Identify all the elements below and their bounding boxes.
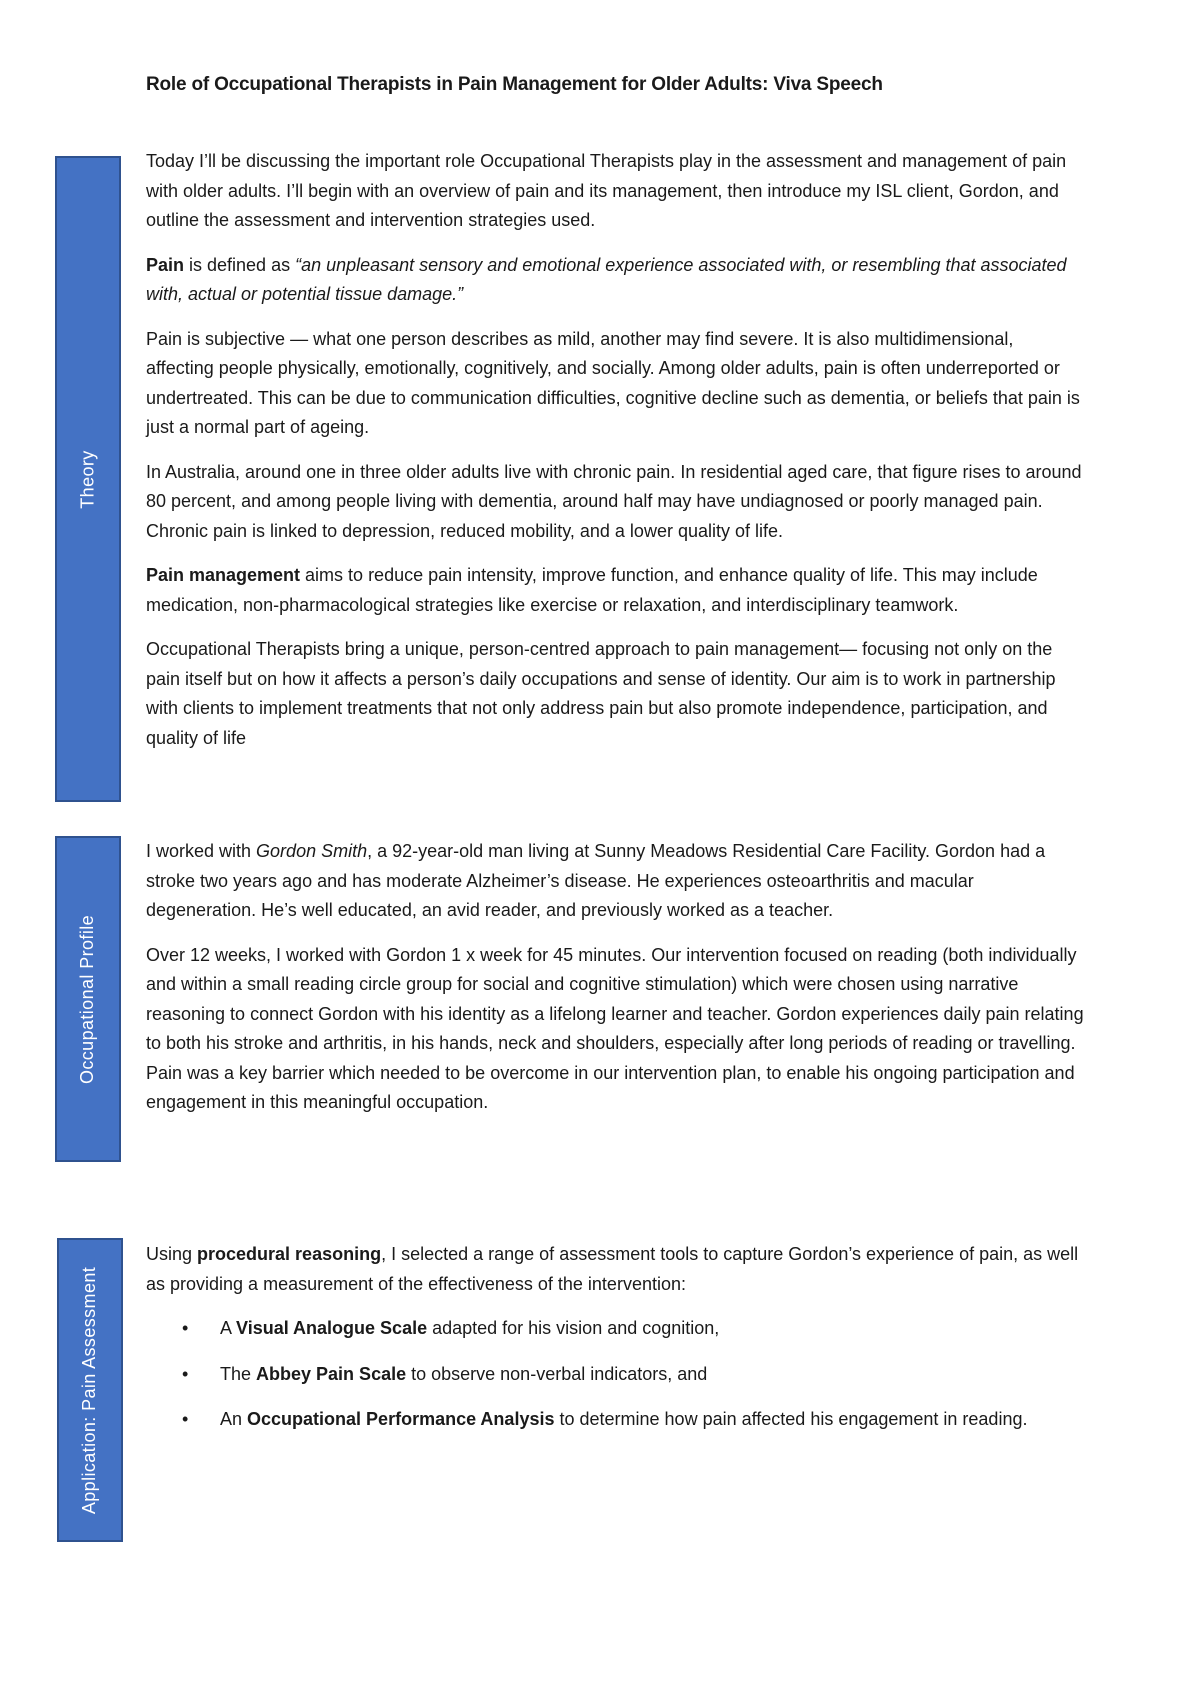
occupational-profile-section <box>146 837 1086 1133</box>
tool-name: Visual Analogue Scale <box>236 1318 428 1338</box>
section-tab-label: Occupational Profile <box>77 914 98 1084</box>
text: to determine how pain affected his engagement in reading. <box>554 1409 1028 1429</box>
text: Using <box>146 1244 198 1264</box>
tool-name: Abbey Pain Scale <box>256 1363 407 1384</box>
section-tab-theory <box>55 156 121 802</box>
paragraph: In Australia, around one in three older adults live with chronic pain. In residential aged care, that figure rises to around 80 percent, and among people living with dementia, around half may have undiagnosed or poorly managed pain. Chronic pain is linked to depression, reduced mobility, and a lower quality of life. <box>146 461 1082 541</box>
tool-name: Occupational Performance Analysis <box>247 1409 555 1429</box>
paragraph: Today I’ll be discussing the important role Occupational Therapists play in the assessment and management of pain with older adults. I’ll begin with an overview of pain and its management, then introduce my ISL client, Gordon, and outline the assessment and intervention strategies used. <box>146 151 1067 230</box>
text: , I selected a range of assessment tools to capture Gordon’s experience of pain, as well as providing a measurement of the effectiveness of the intervention: <box>146 1244 1079 1294</box>
paragraph-client-intro <box>146 837 1086 926</box>
paragraph: Pain is subjective — what one person describes as mild, another may find severe. It is also multidimensional, affecting people physically, emotionally, cognitively, and socially. Among older adults, pain is often underreported or undertreated. This can be due to communication difficulties, cognitive decline such as dementia, or beliefs that pain is just a normal part of ageing. <box>146 328 1080 437</box>
text: I worked with <box>146 841 257 861</box>
text: to observe non-verbal indicators, and <box>406 1363 708 1384</box>
client-name: Gordon Smith <box>256 841 368 861</box>
section-tab-application <box>57 1238 123 1542</box>
term: procedural reasoning <box>197 1244 382 1264</box>
section-tab-occupational-profile <box>55 836 121 1162</box>
text: A <box>220 1318 237 1338</box>
text: aims to reduce pain intensity, improve function, and enhance quality of life. This may include medication, non-pharmacological strategies like exercise or relaxation, and interdisciplinary teamwork. <box>146 565 1038 615</box>
section-tab-label: Application: Pain Assessment <box>79 1266 100 1514</box>
list-item <box>146 1314 1086 1344</box>
term: Pain management <box>146 565 301 585</box>
paragraph-pain-definition <box>146 251 1086 310</box>
theory-section <box>146 147 1086 768</box>
text: An <box>220 1409 248 1429</box>
section-tab-label: Theory <box>77 449 98 509</box>
term: Pain <box>146 254 185 275</box>
paragraph-procedural-reasoning <box>146 1240 1086 1299</box>
paragraph: Over 12 weeks, I worked with Gordon 1 x week for 45 minutes. Our intervention focused on reading (both individually and within a small reading circle group for social and cognitive stimulation) which were chosen using narrative reasoning to connect Gordon with his identity as a lifelong learner and teacher. Gordon experiences daily pain relating to both his stroke and arthritis, in his hands, neck and shoulders, especially after long periods of reading or travelling. Pain was a key barrier which needed to be overcome in our intervention plan, to enable his ongoing participation and engagement in this meaningful occupation. <box>146 944 1084 1112</box>
paragraph: Occupational Therapists bring a unique, person-centred approach to pain management— focusing not only on the pain itself but on how it affects a person’s daily occupations and sense of identity. Our aim is to work in partnership with clients to implement treatments that not only address pain but also promote independence, participation, and quality of life <box>146 639 1056 748</box>
text: , a 92-year-old man living at Sunny Meadows Residential Care Facility. Gordon had a stroke two years ago and has moderate Alzheimer’s disease. He experiences osteoarthritis and macular degeneration. He’s well educated, an avid reader, and previously worked as a teacher. <box>146 841 1046 920</box>
assessment-tools-list <box>146 1314 1086 1435</box>
text: is defined as <box>184 254 296 275</box>
paragraph-pain-management <box>146 561 1086 620</box>
list-item <box>146 1360 1086 1390</box>
text: The <box>220 1363 257 1384</box>
page-title: Role of Occupational Therapists in Pain Management for Older Adults: Viva Speech <box>146 74 883 95</box>
quote: “an unpleasant sensory and emotional experience associated with, or resembling that associated with, actual or potential tissue damage.” <box>146 254 1067 304</box>
application-section <box>146 1240 1086 1451</box>
list-item <box>146 1405 1086 1435</box>
text: adapted for his vision and cognition, <box>427 1318 720 1338</box>
